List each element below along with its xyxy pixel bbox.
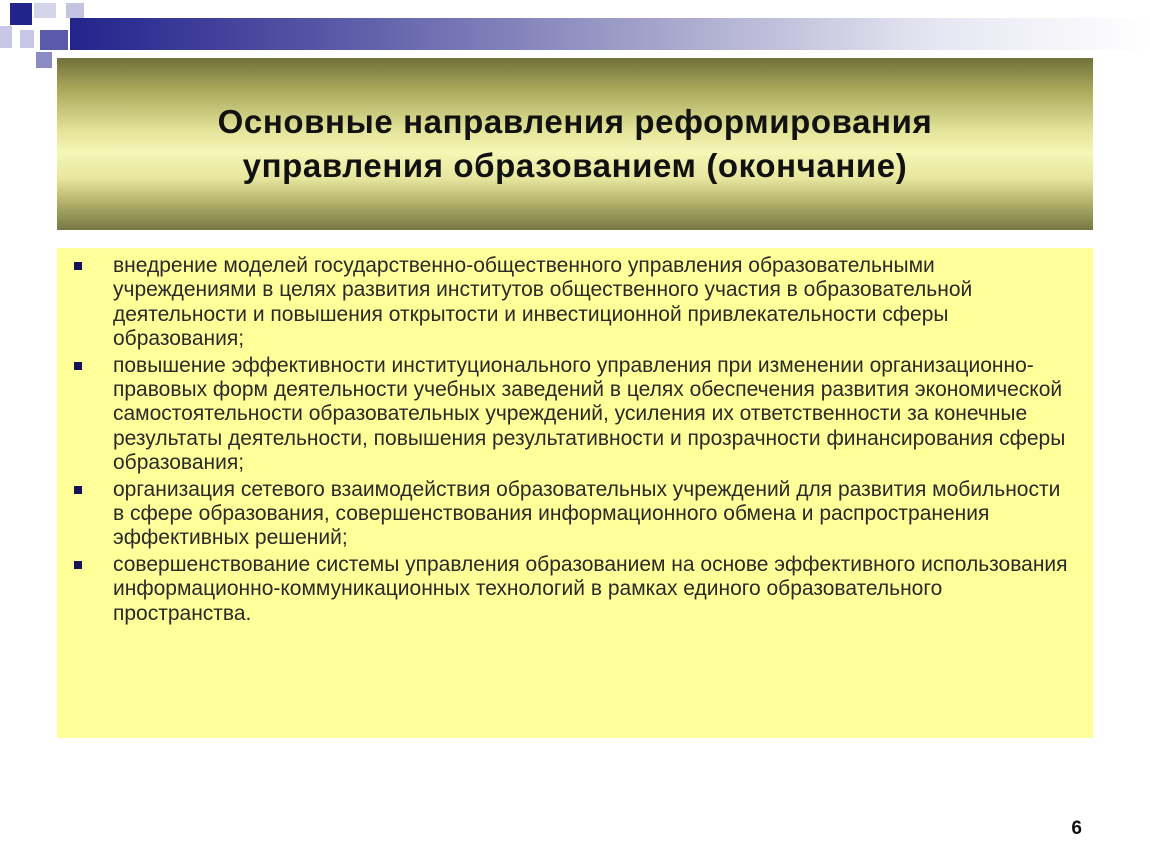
square-bullet-icon [74,262,82,270]
content-panel [57,248,1093,738]
square-bullet-icon [74,561,82,569]
bullet-list [57,248,1093,626]
decor-square [20,30,34,48]
slide-title-line: управления образованием (окончание) [242,147,908,184]
list-item [57,553,1093,626]
decor-square [10,3,32,25]
bullet-text: внедрение моделей государственно-общественного управления образовательными учреждениями в целях развития институтов общественного участия в образовательной деятельности и повышения открытости и инвестиционной привлекательности сферы образования; [113,254,973,351]
bullet-text: совершенствование системы управления образованием на основе эффективного использования информационно-коммуникационных технологий в рамках единого образовательного пространства. [113,552,1068,625]
bullet-text: повышение эффективности институционального управления при изменении организационно-правовых форм деятельности учебных заведений в целях обеспечения развития экономической самостоятельности образовательных учреждений, усиления их ответственности за конечные результаты деятельности, повышения результативности и прозрачности финансирования сферы образования; [113,353,1066,475]
list-item [57,254,1093,352]
slide-title-line: Основные направления реформирования [217,103,933,140]
decor-square [36,52,52,68]
title-banner [57,58,1093,230]
slide-title [218,100,933,188]
square-bullet-icon [74,486,82,494]
list-item [57,478,1093,551]
bullet-text: организация сетевого взаимодействия образовательных учреждений для развития мобильности в сфере образования, совершенствования информационного обмена и распространения эффективных решений; [113,477,1061,550]
decor-square [34,3,56,18]
decor-square [0,26,12,48]
square-bullet-icon [74,362,82,370]
list-item [57,354,1093,476]
decor-square [40,30,68,50]
header-gradient-bar [70,18,1150,50]
decor-square [66,3,84,18]
page-number: 6 [1071,818,1082,839]
